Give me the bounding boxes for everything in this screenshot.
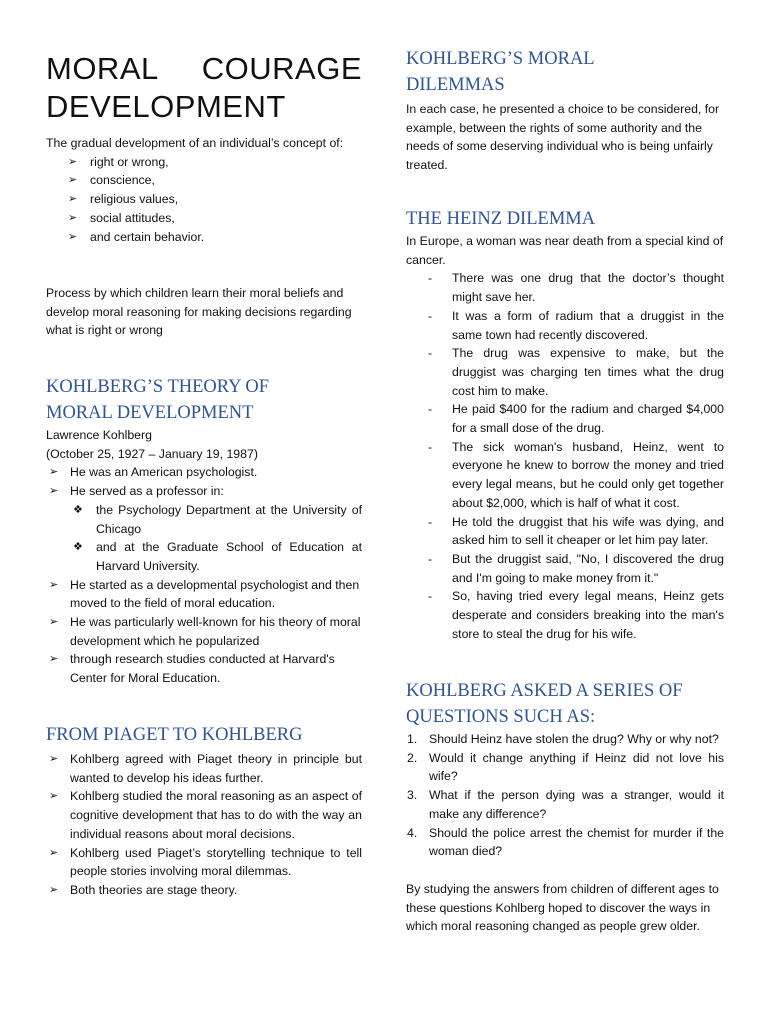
number-marker: 3. [407, 788, 418, 803]
professor-sublist [70, 501, 362, 576]
dash-bullet-icon: - [428, 308, 433, 323]
conclusion-block [406, 880, 724, 936]
list-item: ➢ He was an American psychologist. [46, 463, 362, 482]
list-item: 2. Would it change anything if Heinz did not love his wife? [407, 750, 724, 784]
questions-section [406, 678, 724, 861]
dash-bullet-icon: - [428, 271, 433, 286]
dash-bullet-icon: - [428, 402, 433, 417]
dash-bullet-icon: - [428, 551, 433, 566]
list-item: 3. What if the person dying was a stranger, would it make any difference? [407, 788, 724, 821]
list-item: - He told the druggist that his wife was dying, and asked him to sell it cheaper or let him pay later. [428, 514, 724, 548]
piaget-heading: FROM PIAGET TO KOHLBERG [46, 725, 303, 745]
diamond-bullet-icon: ❖ [73, 503, 83, 516]
arrow-bullet-icon: ➢ [49, 653, 59, 666]
heinz-heading: THE HEINZ DILEMMA [406, 209, 596, 229]
list-item: - So, having tried every legal means, Heinz gets desperate and considers breaking into the man's store to steal the drug for his wife. [428, 589, 724, 641]
theory-heading: KOHLBERG’S THEORY OF MORAL DEVELOPMENT [46, 377, 270, 423]
list-item: ➢ Kohlberg agreed with Piaget theory in principle but wanted to develop his ideas further. [49, 752, 362, 785]
list-item: ➢ Both theories are stage theory. [46, 881, 362, 900]
arrow-bullet-icon: ➢ [49, 846, 59, 859]
heinz-section [406, 206, 724, 643]
list-item: - There was one drug that the doctor’s thought might save her. [428, 271, 724, 305]
arrow-bullet-icon: ➢ [49, 466, 59, 479]
dash-bullet-icon: - [428, 439, 433, 454]
list-item: 1. Should Heinz have stolen the drug? Why or why not? [406, 730, 724, 749]
theory-section [46, 374, 362, 688]
list-item: 4. Should the police arrest the chemist for murder if the woman died? [407, 825, 724, 859]
list-item: ➢ through research studies conducted at Harvard's Center for Moral Education. [49, 652, 335, 686]
list-item: - It was a form of radium that a druggist in the same town had recently discovered. [428, 308, 724, 342]
list-item: - The drug was expensive to make, but the druggist was charging ten times what the drug cost him to make. [428, 346, 724, 398]
title-word-moral: MORAL [46, 51, 159, 86]
title-word-courage: COURAGE [201, 51, 362, 86]
dilemmas-section [406, 46, 724, 175]
dilemmas-text: In each case, he presented a choice to be considered, for example, between the rights of some authority and the needs of some deserving individual who is being unfairly treated. [406, 102, 720, 173]
arrow-bullet-icon: ➢ [49, 753, 59, 765]
arrow-bullet-icon: ➢ [49, 485, 59, 498]
number-marker: 4. [407, 825, 418, 840]
process-block [46, 284, 362, 340]
arrow-bullet-icon: ➢ [68, 155, 78, 168]
title-block [46, 50, 362, 126]
list-item: ❖ and at the Graduate School of Education at Harvard University. [73, 540, 362, 573]
process-text: Process by which children learn their moral beliefs and develop moral reasoning for making decisions regarding what is right or wrong [46, 286, 352, 338]
arrow-bullet-icon: ➢ [49, 883, 59, 896]
number-marker: 1. [407, 732, 418, 746]
bio-list [46, 463, 362, 687]
piaget-section [46, 722, 362, 900]
conclusion-text: By studying the answers from children of different ages to these questions Kohlberg hoped to discover the ways in which moral reasoning changed as people grew older. [406, 882, 719, 934]
intro-text: The gradual development of an individual’s concept of: [46, 136, 344, 150]
diamond-bullet-icon: ❖ [73, 541, 83, 554]
list-item: ➢ right or wrong, [46, 153, 362, 172]
heinz-intro: In Europe, a woman was near death from a special kind of cancer. [406, 234, 724, 267]
heinz-list [406, 269, 724, 643]
list-item: ❖ the Psychology Department at the University of Chicago [73, 502, 362, 536]
list-item: ➢ Kohlberg used Piaget’s storytelling technique to tell people stories involving moral dilemmas. [49, 845, 362, 879]
list-item: ➢ He started as a developmental psychologist and then moved to the field of moral education. [49, 577, 360, 611]
intro-block [46, 134, 362, 246]
piaget-list [46, 750, 362, 900]
questions-list [406, 730, 724, 861]
arrow-bullet-icon: ➢ [68, 211, 78, 224]
list-item: ➢ He served as a professor in: ❖ the Psychology Department at the University of Chicago ❖ and at the Graduate School of Education at Harvard University. [46, 482, 362, 576]
questions-heading: KOHLBERG ASKED A SERIES OF QUESTIONS SUCH AS: [406, 681, 683, 727]
dash-bullet-icon: - [428, 514, 433, 529]
number-marker: 2. [407, 750, 418, 765]
arrow-bullet-icon: ➢ [68, 174, 78, 187]
title-word-development: DEVELOPMENT [46, 89, 286, 124]
list-item: ➢ and certain behavior. [46, 228, 362, 247]
arrow-bullet-icon: ➢ [49, 790, 59, 803]
arrow-bullet-icon: ➢ [49, 578, 59, 591]
list-item: ➢ religious values, [46, 190, 362, 209]
person-dates: (October 25, 1927 – January 19, 1987) [46, 446, 258, 461]
list-item: - The sick woman's husband, Heinz, went to everyone he knew to borrow the money and tried every legal means, but he could only get together about $2,000, which is half of what it cost. [428, 439, 724, 510]
dash-bullet-icon: - [428, 346, 433, 361]
list-item: ➢ Kohlberg studied the moral reasoning as an aspect of cognitive development that has to do with the way an individual reasons about moral decisions. [49, 789, 362, 841]
arrow-bullet-icon: ➢ [68, 193, 78, 206]
arrow-bullet-icon: ➢ [68, 230, 78, 243]
concept-list [46, 153, 362, 247]
list-item: ➢ He was particularly well-known for his theory of moral development which he popularized [49, 615, 361, 648]
arrow-bullet-icon: ➢ [49, 616, 59, 629]
dilemmas-heading: KOHLBERG’S MORAL DILEMMAS [406, 49, 595, 95]
dash-bullet-icon: - [428, 589, 433, 604]
list-item: - But the druggist said, "No, I discovered the drug and I'm going to make money from it." [428, 551, 724, 585]
list-item: - He paid $400 for the radium and charged $4,000 for a small dose of the drug. [428, 402, 724, 436]
list-item: ➢ conscience, [46, 171, 362, 190]
page-title [46, 50, 362, 126]
list-item: ➢ social attitudes, [46, 209, 362, 228]
person-name: Lawrence Kohlberg [46, 428, 152, 442]
